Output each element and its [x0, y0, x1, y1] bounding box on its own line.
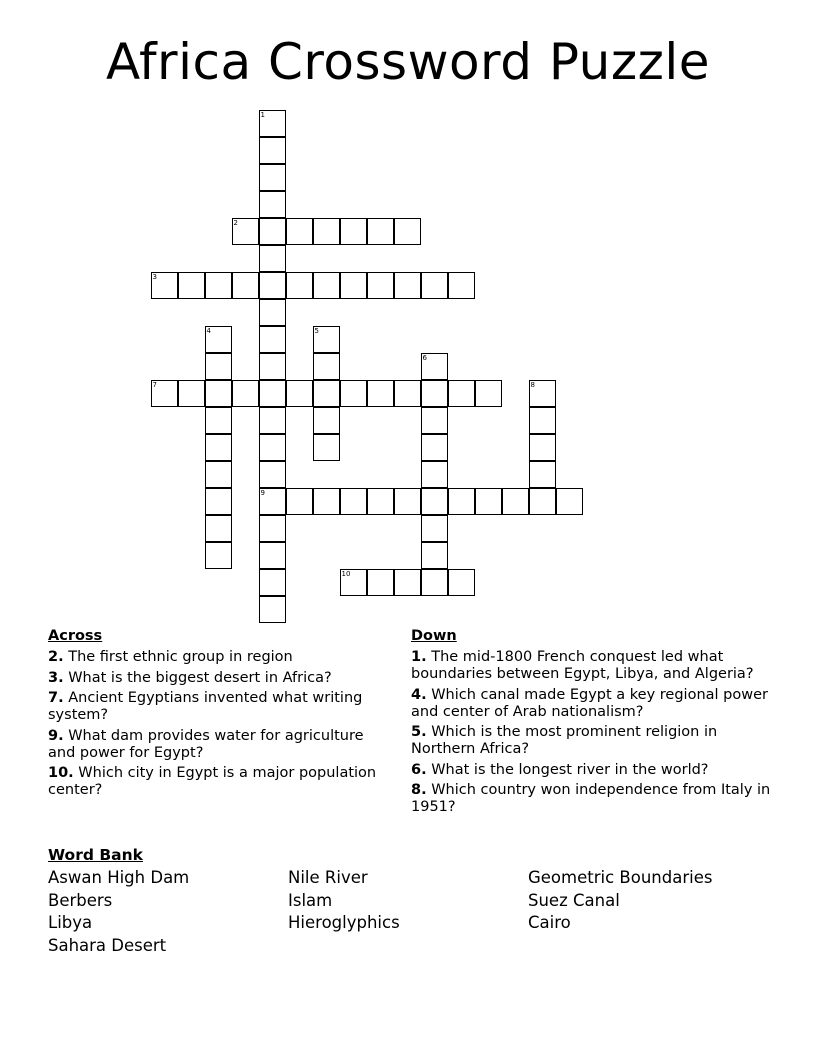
grid-cell[interactable]: [556, 488, 583, 515]
grid-cell-10[interactable]: [340, 569, 367, 596]
grid-cell[interactable]: [286, 380, 313, 407]
down-clues: [411, 628, 771, 820]
clue-number: 8: [530, 380, 535, 389]
clue-down-1: 1. The mid-1800 French conquest led what boundaries between Egypt, Libya, and Algeria?: [411, 649, 754, 682]
grid-cell[interactable]: [448, 380, 475, 407]
clue-across-9: 9. What dam provides water for agriculture and power for Egypt?: [48, 727, 364, 761]
grid-cell[interactable]: [205, 515, 232, 542]
grid-cell[interactable]: [205, 380, 232, 407]
word-bank-item: Suez Canal: [528, 890, 620, 910]
grid-cell[interactable]: [421, 272, 448, 299]
grid-cell[interactable]: [259, 407, 286, 434]
grid-cell[interactable]: [529, 461, 556, 488]
grid-cell[interactable]: [259, 191, 286, 218]
grid-cell-7[interactable]: [151, 380, 178, 407]
grid-cell[interactable]: [340, 488, 367, 515]
grid-cell[interactable]: [205, 272, 232, 299]
grid-cell[interactable]: [205, 488, 232, 515]
grid-cell[interactable]: [232, 380, 259, 407]
grid-cell[interactable]: [259, 272, 286, 299]
page-title: Africa Crossword Puzzle: [106, 33, 710, 91]
grid-cell[interactable]: [421, 461, 448, 488]
grid-cell[interactable]: [313, 434, 340, 461]
grid-cell[interactable]: [475, 488, 502, 515]
word-bank-item: Cairo: [528, 913, 571, 932]
grid-cell[interactable]: [448, 272, 475, 299]
word-bank-item: Aswan High Dam: [48, 868, 190, 887]
clue-down-5: 5. Which is the most prominent religion in Northern Africa?: [411, 724, 718, 757]
word-bank-item: Sahara Desert: [48, 935, 167, 955]
grid-cell[interactable]: [313, 272, 340, 299]
grid-cell[interactable]: [394, 380, 421, 407]
word-bank-item: Islam: [288, 890, 333, 910]
grid-cell[interactable]: [286, 272, 313, 299]
grid-cell[interactable]: [313, 380, 340, 407]
clue-number: 6: [422, 353, 427, 362]
grid-cell[interactable]: [448, 569, 475, 596]
grid-cell[interactable]: [259, 596, 286, 623]
clue-down-8: 8. Which country won independence from Italy in 1951?: [411, 782, 771, 815]
grid-cell[interactable]: [394, 272, 421, 299]
clue-down-6: 6. What is the longest river in the world?: [411, 761, 709, 778]
grid-cell[interactable]: [340, 380, 367, 407]
word-bank-heading: Word Bank: [48, 846, 143, 864]
grid-cell[interactable]: [259, 542, 286, 569]
grid-cell[interactable]: [448, 488, 475, 515]
grid-cell[interactable]: [259, 515, 286, 542]
grid-cell[interactable]: [367, 272, 394, 299]
grid-cell-8[interactable]: [529, 380, 556, 407]
grid-cell[interactable]: [529, 434, 556, 461]
clue-across-7: 7. Ancient Egyptians invented what writing system?: [48, 690, 363, 723]
grid-cell[interactable]: [259, 353, 286, 380]
grid-cell[interactable]: [259, 245, 286, 272]
word-bank-item: Libya: [48, 913, 93, 932]
grid-cell[interactable]: [394, 218, 421, 245]
grid-cell[interactable]: [259, 137, 286, 164]
grid-cell[interactable]: [421, 407, 448, 434]
grid-cell[interactable]: [340, 218, 367, 245]
grid-cell[interactable]: [421, 434, 448, 461]
grid-cell[interactable]: [178, 380, 205, 407]
grid-cell[interactable]: [313, 488, 340, 515]
grid-cell[interactable]: [421, 569, 448, 596]
grid-cell[interactable]: [529, 407, 556, 434]
grid-cell[interactable]: [205, 542, 232, 569]
grid-cell[interactable]: [259, 326, 286, 353]
clue-across-10: 10. Which city in Egypt is a major population center?: [48, 765, 377, 798]
word-bank-column-1: [48, 867, 189, 957]
across-clues: [48, 628, 388, 803]
grid-cell[interactable]: [259, 434, 286, 461]
grid-cell[interactable]: [259, 461, 286, 488]
grid-cell[interactable]: [421, 380, 448, 407]
down-heading: Down: [411, 628, 457, 644]
grid-cell[interactable]: [286, 488, 313, 515]
clue-number: 1: [260, 110, 265, 119]
clue-number: 9: [260, 488, 265, 497]
clue-across-2: 2. The first ethnic group in region: [48, 649, 293, 665]
grid-cell[interactable]: [259, 218, 286, 245]
word-bank-item: Geometric Boundaries: [528, 868, 713, 887]
grid-cell[interactable]: [313, 407, 340, 434]
grid-cell[interactable]: [367, 569, 394, 596]
grid-cell[interactable]: [232, 272, 259, 299]
grid-cell-4[interactable]: [205, 326, 232, 353]
grid-cell[interactable]: [205, 353, 232, 380]
grid-cell-3[interactable]: [151, 272, 178, 299]
clue-number: 3: [152, 272, 157, 281]
grid-cell[interactable]: [259, 380, 286, 407]
grid-cell[interactable]: [367, 218, 394, 245]
clue-down-4: 4. Which canal made Egypt a key regional power and center of Arab nationalism?: [411, 686, 768, 720]
grid-cell[interactable]: [286, 218, 313, 245]
grid-cell[interactable]: [421, 515, 448, 542]
word-bank-column-3: [528, 867, 712, 935]
grid-cell-6[interactable]: [421, 353, 448, 380]
grid-cell[interactable]: [313, 353, 340, 380]
clue-number: 2: [233, 218, 238, 227]
grid-cell[interactable]: [394, 569, 421, 596]
grid-cell[interactable]: [340, 272, 367, 299]
grid-cell[interactable]: [205, 407, 232, 434]
grid-cell[interactable]: [205, 461, 232, 488]
word-bank-item: Hieroglyphics: [288, 913, 400, 932]
grid-cell[interactable]: [178, 272, 205, 299]
grid-cell[interactable]: [205, 434, 232, 461]
grid-cell-1[interactable]: [259, 110, 286, 137]
grid-cell[interactable]: [421, 542, 448, 569]
grid-cell-9[interactable]: [259, 488, 286, 515]
grid-cell[interactable]: [529, 488, 556, 515]
clue-number: 5: [314, 326, 319, 335]
grid-cell[interactable]: [313, 218, 340, 245]
grid-cell-2[interactable]: [232, 218, 259, 245]
word-bank-item: Nile River: [288, 868, 368, 887]
grid-cell[interactable]: [259, 164, 286, 191]
grid-cell[interactable]: [421, 488, 448, 515]
grid-cell-5[interactable]: [313, 326, 340, 353]
word-bank-column-2: [288, 867, 400, 935]
grid-cell[interactable]: [259, 569, 286, 596]
grid-cell[interactable]: [367, 380, 394, 407]
grid-cell[interactable]: [475, 380, 502, 407]
clue-across-3: 3. What is the biggest desert in Africa?: [48, 669, 332, 686]
grid-cell[interactable]: [394, 488, 421, 515]
grid-cell[interactable]: [367, 488, 394, 515]
clue-number: 7: [152, 380, 157, 389]
word-bank-item: Berbers: [48, 890, 113, 910]
clue-number: 4: [206, 326, 211, 335]
grid-cell[interactable]: [502, 488, 529, 515]
across-heading: Across: [48, 628, 103, 644]
clue-number: 10: [341, 569, 351, 578]
grid-cell[interactable]: [259, 299, 286, 326]
